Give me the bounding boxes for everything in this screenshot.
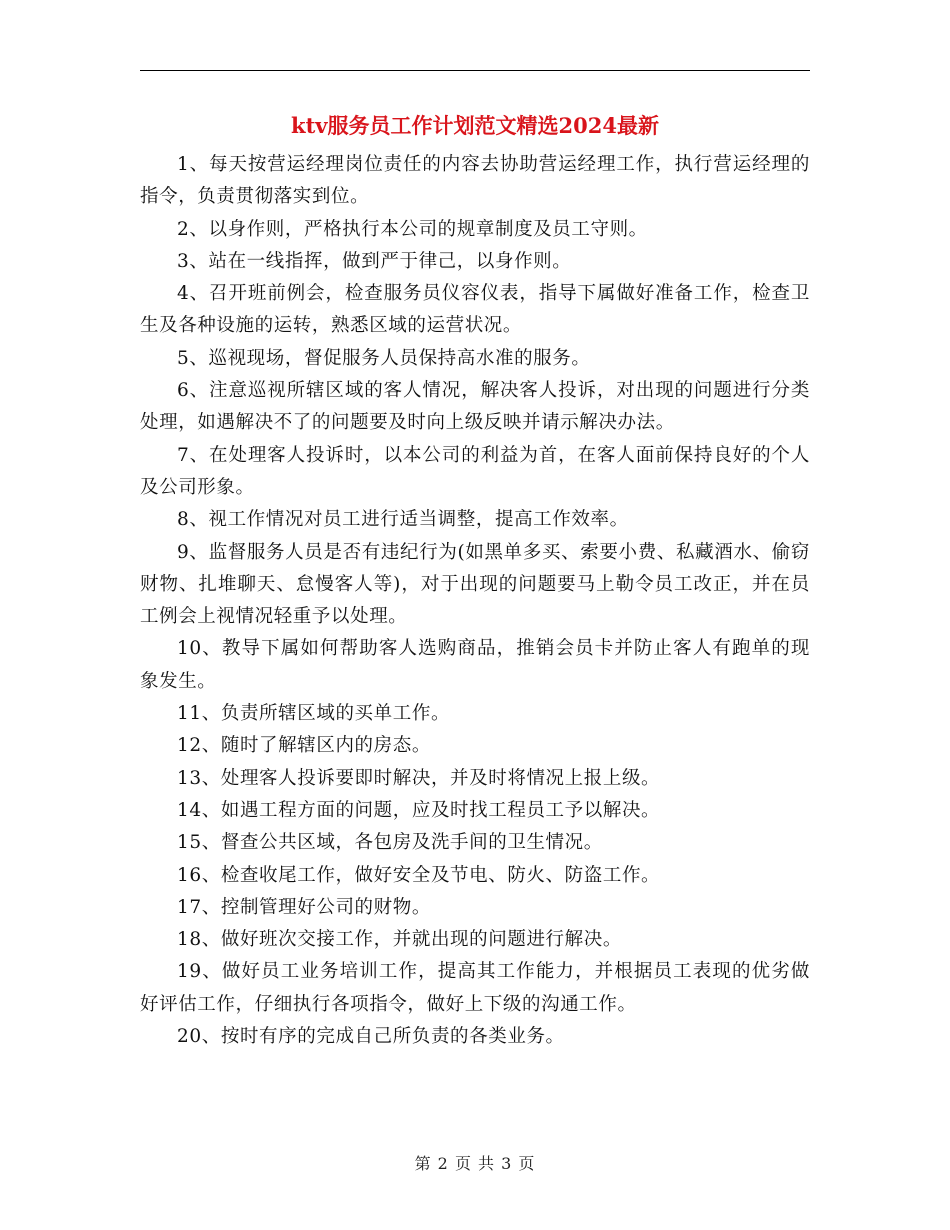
document-body	[140, 149, 810, 1053]
paragraph: 10、教导下属如何帮助客人选购商品，推销会员卡并防止客人有跑单的现象发生。	[140, 638, 810, 692]
paragraph: 8、视工作情况对员工进行适当调整，提高工作效率。	[177, 509, 629, 531]
paragraph: 18、做好班次交接工作，并就出现的问题进行解决。	[177, 929, 622, 951]
paragraph: 12、随时了解辖区内的房态。	[177, 735, 431, 757]
paragraph: 16、检查收尾工作，做好安全及节电、防火、防盗工作。	[177, 864, 661, 886]
paragraph: 2、以身作则，严格执行本公司的规章制度及员工守则。	[177, 218, 648, 240]
paragraph: 11、负责所辖区域的买单工作。	[177, 703, 451, 725]
paragraph: 9、监督服务人员是否有违纪行为(如黑单多买、索要小费、私藏酒水、偷窃财物、扎堆聊天、怠慢客人等)，对于出现的问题要马上勒令员工改正，并在员工例会上视情况轻重予以处理。	[140, 541, 810, 628]
paragraph: 20、按时有序的完成自己所负责的各类业务。	[177, 1026, 565, 1048]
paragraph: 6、注意巡视所辖区域的客人情况，解决客人投诉，对出现的问题进行分类处理，如遇解决不了的问题要及时向上级反映并请示解决办法。	[140, 380, 810, 434]
paragraph: 19、做好员工业务培训工作，提高其工作能力，并根据员工表现的优劣做好评估工作，仔细执行各项指令，做好上下级的沟通工作。	[140, 961, 810, 1015]
paragraph: 3、站在一线指挥，做到严于律己，以身作则。	[177, 250, 572, 272]
paragraph: 4、召开班前例会，检查服务员仪容仪表，指导下属做好准备工作，检查卫生及各种设施的运转，熟悉区域的运营状况。	[140, 283, 810, 337]
paragraph: 17、控制管理好公司的财物。	[177, 896, 431, 918]
paragraph: 7、在处理客人投诉时，以本公司的利益为首，在客人面前保持良好的个人及公司形象。	[140, 444, 810, 498]
paragraph: 13、处理客人投诉要即时解决，并及时将情况上报上级。	[177, 767, 661, 789]
paragraph: 1、每天按营运经理岗位责任的内容去协助营运经理工作，执行营运经理的指令，负责贯彻落实到位。	[140, 154, 810, 208]
paragraph: 5、巡视现场，督促服务人员保持高水准的服务。	[177, 347, 591, 369]
header-rule	[140, 70, 810, 71]
document-title: ktv服务员工作计划范文精选2024最新	[291, 113, 659, 138]
paragraph: 15、督查公共区域，各包房及洗手间的卫生情况。	[177, 832, 603, 854]
paragraph: 14、如遇工程方面的问题，应及时找工程员工予以解决。	[177, 799, 661, 821]
page-indicator: 第 2 页 共 3 页	[414, 1154, 536, 1173]
